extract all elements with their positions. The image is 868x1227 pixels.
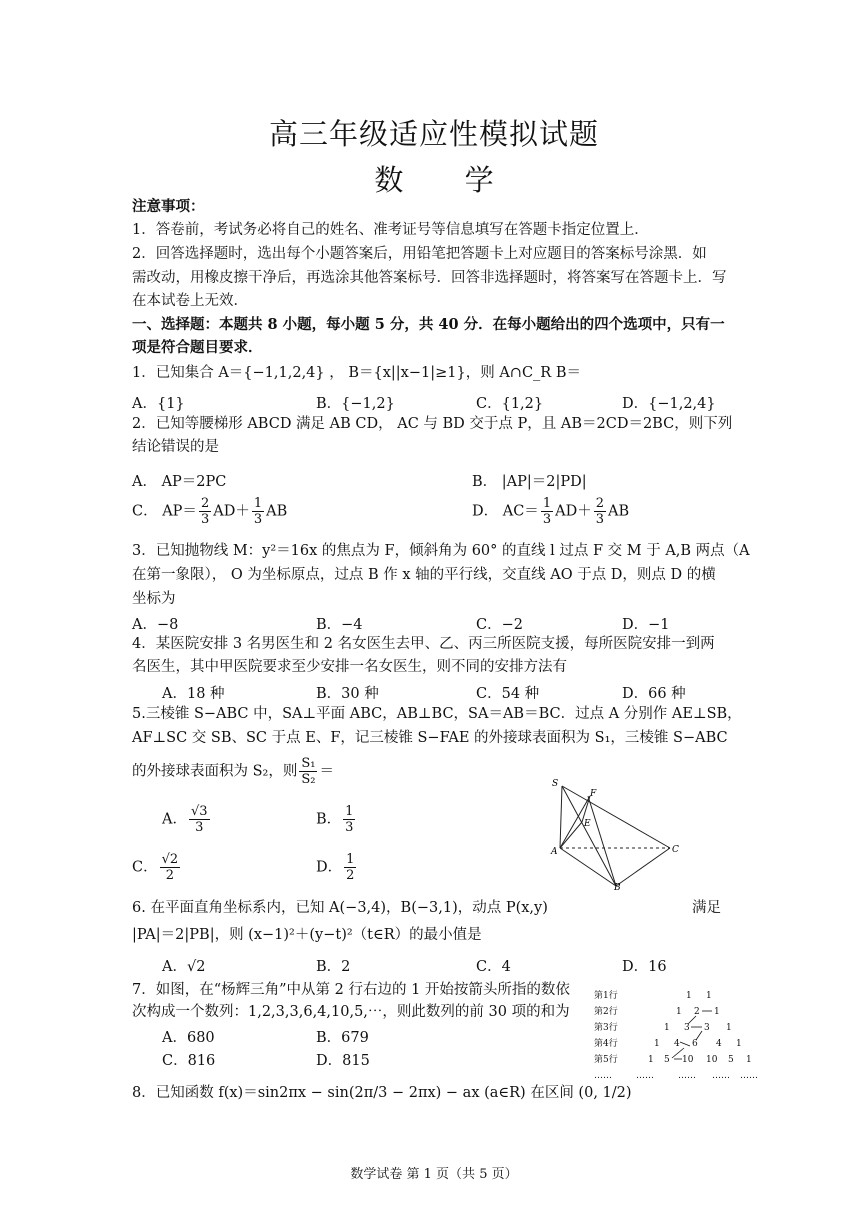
q2d-pre: D． AC＝ [472, 503, 539, 520]
q7-stem-1: 7．如图，在“杨辉三角”中从第 2 行右边的 1 开始按箭头所指的数依 [132, 982, 570, 998]
row-label-3: 第3行 [594, 1023, 618, 1033]
svg-text:2: 2 [694, 1007, 700, 1017]
q1-option-d: D．{−1,2,4} [622, 396, 716, 412]
q2c-post: AB [266, 503, 288, 520]
svg-text:1: 1 [746, 1055, 752, 1065]
q2-option-d [472, 496, 629, 527]
svg-text:3: 3 [704, 1023, 710, 1033]
q5-option-b: B． $\frac{1}{3}$ [316, 804, 354, 835]
q7-stem-2: 次构成一个数列：1,2,3,3,6,4,10,5,⋯，则此数列的前 30 项的和为 [132, 1004, 570, 1020]
svg-text:……: …… [740, 1071, 758, 1081]
q6-option-c: C．4 [476, 959, 511, 975]
q2c-pre: C． AP＝ [132, 503, 197, 520]
q5-option-c: C． $\frac{√2}{2}$ [132, 852, 179, 883]
notice-heading: 注意事项： [132, 198, 205, 215]
q6-stem-2: |PA|＝2|PB|，则 (x−1)²＋(y−t)²（t∈R）的最小值是 [132, 927, 482, 943]
svg-text:1: 1 [676, 1007, 682, 1017]
q5-pyramid-figure [548, 776, 688, 892]
q6-option-a: A．√2 [162, 959, 206, 975]
q5-stem-2: AF⊥SC 交 SB、SC 于点 E、F，记三棱锥 S−FAE 的外接球表面积为 S₁，三棱锥 S−ABC [132, 730, 728, 746]
q1-stem: 1．已知集合 A＝{−1,1,2,4} ， B＝{x||x−1|≥1}，则 A∩C_R B＝ [132, 365, 581, 381]
q3-option-a: A．−8 [132, 617, 179, 633]
label-C: C [672, 845, 679, 855]
q4-stem-1: 4．某医院安排 3 名男医生和 2 名女医生去甲、乙、丙三所医院支援，每所医院安排一到两 [132, 636, 715, 652]
notice-line-2: 2．回答选择题时，选出每个小题答案后，用铅笔把答题卡上对应题目的答案标号涂黑．如 [132, 246, 707, 262]
row-label-6: …… [594, 1071, 612, 1081]
svg-text:1: 1 [714, 1007, 720, 1017]
q3-option-d: D．−1 [622, 617, 670, 633]
svg-text:1: 1 [664, 1023, 670, 1033]
svg-text:3: 3 [684, 1023, 690, 1033]
notice-line-3: 需改动，用橡皮擦干净后，再选涂其他答案标号．回答非选择题时，将答案写在答题卡上．写 [132, 270, 727, 286]
row-label-2: 第2行 [594, 1007, 618, 1017]
section-heading-2: 项是符合题目要求． [132, 339, 263, 356]
svg-text:1: 1 [654, 1039, 660, 1049]
label-E: E [584, 819, 591, 829]
row-label-1: 第1行 [594, 991, 618, 1001]
q5-option-a: A． $\frac{√3}{3}$ [162, 804, 208, 835]
q8-stem: 8．已知函数 f(x)＝sin2πx − sin(2π/3 − 2πx) − ax (a∈R) 在区间 (0, 1/2) [132, 1085, 632, 1101]
svg-text:1: 1 [726, 1023, 732, 1033]
svg-text:6: 6 [692, 1039, 698, 1049]
q5-stem-3-text: 的外接球表面积为 S₂，则 [132, 763, 298, 780]
row-label-5: 第5行 [594, 1055, 618, 1065]
svg-text:1: 1 [648, 1055, 654, 1065]
q2-option-b: B． |AP|＝2|PD| [472, 474, 587, 490]
q7-option-c: C．816 [162, 1053, 216, 1069]
q6-stem-1: 6. 在平面直角坐标系内，已知 A(−3,4)，B(−3,1)，动点 P(x,y) [132, 900, 548, 916]
label-F: F [590, 789, 597, 799]
label-S: S [552, 779, 559, 789]
q4-option-a: A．18 种 [162, 686, 225, 702]
svg-text:4: 4 [674, 1039, 680, 1049]
q3-stem-1: 3．已知抛物线 M：y²＝16x 的焦点为 F，倾斜角为 60° 的直线 l 过点 F 交 M 于 A,B 两点（A [132, 543, 750, 559]
section-heading-1: 一、选择题：本题共 8 小题，每小题 5 分，共 40 分．在每小题给出的四个选项中，只有一 [132, 316, 725, 333]
q6-stem-1-end: 满足 [692, 900, 721, 916]
svg-text:10: 10 [706, 1055, 718, 1065]
q4-option-b: B．30 种 [316, 686, 379, 702]
q1-option-a: A．{1} [132, 396, 185, 412]
q4-option-d: D．66 种 [622, 686, 686, 702]
q5-stem-3 [132, 756, 334, 787]
label-A: A [551, 847, 558, 857]
svg-text:……: …… [636, 1071, 654, 1081]
page-title: 高三年级适应性模拟试题 [268, 117, 599, 151]
svg-text:10: 10 [682, 1055, 694, 1065]
q2d-post: AB [607, 503, 630, 520]
q4-option-c: C．54 种 [476, 686, 540, 702]
q2c-frac2: $\frac{1}{3}$ [253, 496, 263, 527]
q2c-mid: AD＋ [213, 503, 250, 520]
svg-text:1: 1 [706, 991, 712, 1001]
q2-stem-2: 结论错误的是 [132, 439, 219, 455]
q3-stem-3: 坐标为 [132, 591, 176, 607]
q1-option-b: B．{−1,2} [316, 396, 395, 412]
svg-text:1: 1 [736, 1039, 742, 1049]
q2-stem-1: 2．已知等腰梯形 ABCD 满足 AB CD， AC 与 BD 交于点 P，且 AB＝2CD＝2BC，则下列 [132, 416, 733, 432]
page-footer: 数学试卷 第 1 页（共 5 页） [350, 1167, 518, 1182]
q3-stem-2: 在第一象限）， O 为坐标原点，过点 B 作 x 轴的平行线，交直线 AO 于点 D，则点 D 的横 [132, 567, 716, 583]
q5-ratio: $\frac{\text{S₁}}{\text{S₂}}$ [301, 756, 316, 787]
q2c-frac1: $\frac{2}{3}$ [200, 496, 210, 527]
q7-option-a: A．680 [162, 1030, 215, 1046]
q3-option-b: B．−4 [316, 617, 363, 633]
q5-stem-1: 5.三棱锥 S−ABC 中，SA⊥平面 ABC，AB⊥BC，SA＝AB＝BC．过点 A 分别作 AE⊥SB， [132, 706, 742, 722]
yanghui-triangle-figure [592, 986, 760, 1084]
q5-eq: ＝ [319, 763, 334, 780]
q6-option-b: B．2 [316, 959, 351, 975]
svg-text:1: 1 [686, 991, 692, 1001]
row-label-4: 第4行 [594, 1039, 618, 1049]
svg-text:5: 5 [664, 1055, 670, 1065]
q3-option-c: C．−2 [476, 617, 523, 633]
q4-stem-2: 名医生，其中甲医院要求至少安排一名女医生，则不同的安排方法有 [132, 659, 567, 675]
svg-text:……: …… [678, 1071, 696, 1081]
q1-option-c: C．{1,2} [476, 396, 544, 412]
q2-option-c [132, 496, 287, 527]
q6-option-d: D．16 [622, 959, 667, 975]
svg-text:……: …… [712, 1071, 730, 1081]
svg-text:4: 4 [716, 1039, 722, 1049]
q5-option-d: D． $\frac{1}{2}$ [316, 852, 355, 883]
q2d-mid: AD＋ [555, 503, 592, 520]
q7-option-d: D．815 [316, 1053, 370, 1069]
label-B: B [614, 883, 621, 892]
subject-title: 数 学 [374, 163, 520, 197]
notice-line-4: 在本试卷上无效． [132, 293, 248, 309]
q2d-frac1: $\frac{1}{3}$ [542, 496, 552, 527]
q2-option-a: A． AP＝2PC [132, 474, 227, 490]
svg-text:5: 5 [728, 1055, 734, 1065]
notice-line-1: 1．答卷前，考试务必将自己的姓名、准考证号等信息填写在答题卡指定位置上． [132, 222, 649, 238]
q7-option-b: B．679 [316, 1030, 369, 1046]
q2d-frac2: $\frac{2}{3}$ [595, 496, 604, 527]
